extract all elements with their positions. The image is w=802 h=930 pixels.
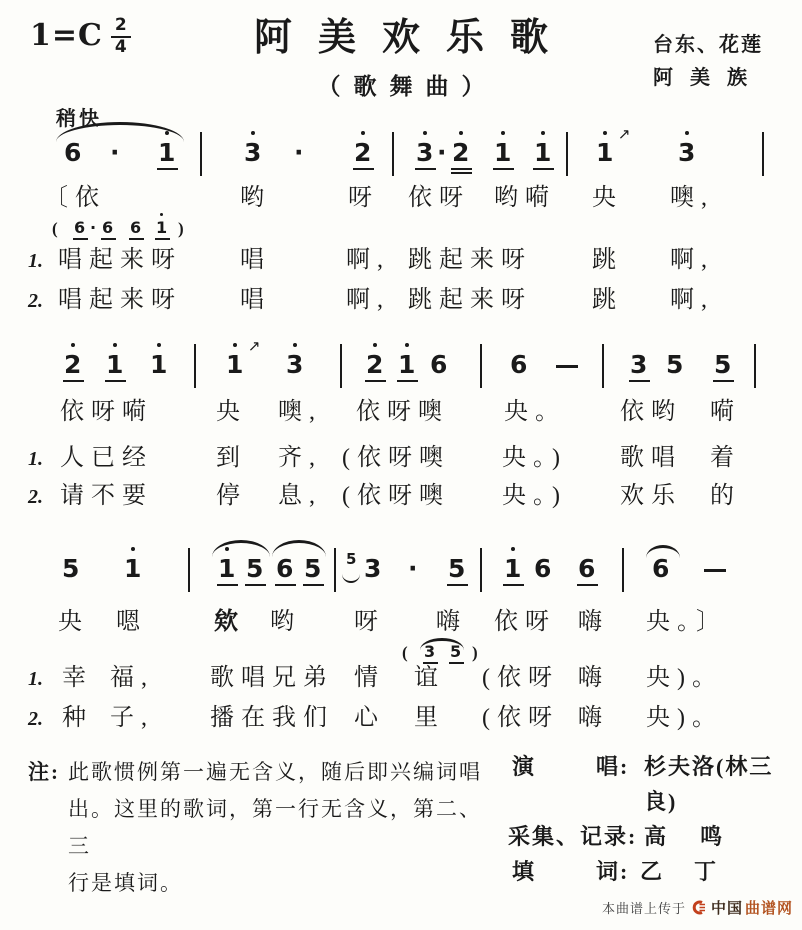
note: 5 (304, 556, 321, 581)
barline (622, 548, 624, 592)
lyric-syllable: 福, (110, 665, 154, 691)
verse-number: 2. (28, 708, 43, 730)
lyric-syllable: 乙 (640, 859, 665, 884)
footnote-line: 此歌惯例第一遍无含义，随后即兴编词唱 (68, 760, 482, 784)
grace-note: 5 (346, 550, 357, 568)
lyric-syllable: 唱起来呀 (58, 247, 182, 273)
lyric-syllable: 谊 (414, 665, 445, 691)
note: · (408, 554, 418, 583)
note: 1 ↗ (596, 125, 631, 167)
note: 2 (354, 140, 371, 165)
verse-number: 1. (28, 668, 43, 690)
lyric-syllable: 子, (110, 705, 154, 731)
barline (188, 548, 190, 592)
song-title: 阿美欢乐歌 (253, 17, 574, 59)
barline (200, 132, 202, 176)
note: 1 (534, 140, 551, 165)
verse-number: 1. (28, 448, 43, 470)
final-barline (748, 548, 757, 592)
note: 1 (124, 556, 141, 581)
lyric-syllable: 嗨 (578, 665, 609, 691)
lyric-syllable: 里 (414, 705, 445, 731)
lyric-syllable: 种 (62, 705, 93, 731)
time-signature-numerator: 2 (114, 15, 127, 35)
lyric-syllable: 嗨 (578, 609, 609, 635)
lyric-syllable: 欸 (214, 609, 245, 635)
lyric-syllable: 着 (710, 445, 741, 471)
origin-ethnic-group: 阿美族 (653, 67, 764, 89)
lyric-syllable: (依呀 (482, 665, 559, 691)
time-signature-denominator: 4 (111, 36, 131, 58)
lyric-syllable: 丁 (694, 859, 719, 884)
lyric-syllable: 央 (216, 399, 247, 425)
lyric-syllable: (依呀 (482, 705, 559, 731)
note: 6 (534, 554, 552, 583)
note: 6 (652, 554, 670, 583)
lyric-syllable: 欢乐 (620, 483, 682, 509)
barline (754, 344, 756, 388)
tempo-marking: 稍快 (56, 108, 102, 130)
lyric-syllable: 播在我们 (210, 705, 334, 731)
lyric-syllable: 词: (596, 859, 630, 884)
lyric-syllable: ( (402, 643, 408, 662)
note: 1 (150, 352, 167, 377)
barline (334, 548, 336, 592)
note: · (110, 138, 120, 167)
barline (762, 132, 764, 176)
note-extension-dash (704, 569, 726, 572)
note: 2 (452, 140, 469, 165)
lyric-syllable: 演 (512, 754, 537, 779)
note: 6 (510, 350, 528, 379)
footnote-line: 行是填词。 (68, 871, 183, 895)
verse-number: 2. (28, 290, 43, 312)
slur (342, 574, 360, 583)
lyric-syllable: 良) (644, 789, 678, 814)
lyric-syllable: 歌唱兄弟 (210, 665, 334, 691)
lyric-syllable: 填 (512, 859, 537, 884)
note: · (294, 138, 304, 167)
lyric-syllable: 嗨 (578, 705, 609, 731)
lyric-syllable: 到 (216, 445, 247, 471)
lyric-syllable: 鸣 (700, 824, 725, 849)
lyric-syllable: (依呀噢 (342, 445, 450, 471)
lyric-syllable: 嗬 (710, 399, 741, 425)
footnote (28, 754, 498, 902)
lyric-syllable: 央。 (504, 399, 566, 425)
note: 6 (276, 556, 293, 581)
note: 1 (158, 140, 175, 165)
barline (340, 344, 342, 388)
lyric-syllable: 唱起来呀 (58, 287, 182, 313)
lyric-syllable: 跳 (592, 287, 623, 313)
lyric-syllable: 歌唱 (620, 445, 682, 471)
note: 1 (106, 352, 123, 377)
verse-number: 1. (28, 250, 43, 272)
footnote-text (68, 754, 498, 902)
lyric-syllable: ( (52, 219, 58, 238)
note: 6 (430, 350, 448, 379)
note: 1 (156, 220, 167, 236)
lyric-syllable: ) (178, 219, 184, 238)
note: · (90, 218, 97, 237)
lyric-syllable: 心 (354, 705, 385, 731)
note: 3 (286, 352, 303, 377)
note: 2 (64, 352, 81, 377)
note: 6 (74, 220, 85, 236)
note: 5 (666, 350, 684, 379)
origin-region: 台东、花莲 (653, 34, 763, 56)
lyric-syllable: 高 (644, 824, 669, 849)
lyric-syllable: 央)。 (646, 665, 723, 691)
lyric-syllable: 唱: (596, 754, 630, 779)
note: 1 (494, 140, 511, 165)
lyric-syllable: 幸 (62, 665, 93, 691)
lyric-syllable: 啊, (346, 287, 390, 313)
lyric-syllable: 唱 (240, 287, 271, 313)
lyric-syllable: (依呀噢 (342, 483, 450, 509)
note: 3 (424, 644, 435, 660)
lyric-syllable: 嗯 (116, 609, 147, 635)
note: 5 (246, 556, 263, 581)
footnote-line: 出。这里的歌词，第一行无含义，第二、三 (68, 797, 482, 858)
note: 6 (130, 220, 141, 236)
barline (480, 344, 482, 388)
lyric-syllable: 依哟 (620, 399, 682, 425)
lyric-syllable: 啊, (346, 247, 390, 273)
note: 3 (244, 140, 261, 165)
note-extension-dash (556, 365, 578, 368)
lyric-syllable: 嗨 (436, 609, 467, 635)
lyric-syllable: 跳 (592, 247, 623, 273)
barline (194, 344, 196, 388)
barline (392, 132, 394, 176)
note: 5 (448, 556, 465, 581)
note: 1 (504, 556, 521, 581)
barline (602, 344, 604, 388)
lyric-syllable: 〔依 (44, 185, 106, 211)
note: 1 ↗ (226, 337, 261, 379)
lyric-syllable: 依呀嗬 (60, 399, 153, 425)
lyric-syllable: 情 (354, 665, 385, 691)
lyric-syllable: 依呀 (494, 609, 556, 635)
lyric-syllable: 央。) (502, 445, 567, 471)
lyric-syllable: ) (472, 643, 478, 662)
lyric-syllable: 采集、记录: (508, 824, 638, 849)
verse-number: 2. (28, 486, 43, 508)
note: 6 (64, 138, 82, 167)
note: 3 (416, 140, 433, 165)
lyric-syllable: 噢, (670, 185, 714, 211)
lyric-syllable: 央 (58, 609, 89, 635)
watermark-brand-cn: 中国 (711, 901, 744, 917)
note: 3 (630, 352, 647, 377)
song-subtitle: （歌舞曲） (317, 74, 498, 99)
lyric-syllable: 啊, (670, 247, 714, 273)
note: 6 (578, 556, 595, 581)
lyric-syllable: 人已经 (60, 445, 153, 471)
lyric-syllable: 齐, (278, 445, 322, 471)
lyric-syllable: 央)。 (646, 705, 723, 731)
lyric-syllable: 请不要 (60, 483, 153, 509)
lyric-syllable: 哟嗬 (494, 185, 556, 211)
lyric-syllable: 杉夫洛(林三 (644, 754, 774, 779)
barline (480, 548, 482, 592)
lyric-syllable: 跳起来呀 (408, 247, 532, 273)
cnscore-logo-icon (690, 899, 707, 916)
lyric-syllable: 呀 (354, 609, 385, 635)
lyric-syllable: 央 (592, 185, 623, 211)
lyric-syllable: 央。〕 (646, 609, 727, 635)
lyric-syllable: 央。) (502, 483, 567, 509)
note: 5 (714, 352, 731, 377)
lyric-syllable: 息, (278, 483, 322, 509)
lyric-syllable: 依呀 (408, 185, 470, 211)
lyric-syllable: 的 (710, 483, 741, 509)
lyric-syllable: 哟 (240, 185, 271, 211)
note: 5 (62, 554, 80, 583)
footnote-label: 注: (28, 760, 60, 784)
lyric-syllable: 停 (216, 483, 247, 509)
lyric-syllable: 依呀噢 (356, 399, 449, 425)
lyric-syllable: 啊, (670, 287, 714, 313)
lyric-syllable: 哟 (270, 609, 301, 635)
note: 3 (678, 140, 695, 165)
watermark-brand-site: 曲谱网 (745, 901, 794, 917)
barline (566, 132, 568, 176)
note: 1 (398, 352, 415, 377)
lyric-syllable: 跳起来呀 (408, 287, 532, 313)
lyric-syllable: 唱 (240, 247, 271, 273)
key-text: 1=C (30, 18, 103, 53)
lyric-syllable: 呀 (348, 185, 379, 211)
lyric-syllable: 噢, (278, 399, 322, 425)
note: 1 (218, 556, 235, 581)
watermark-text: 本曲谱上传于 (602, 901, 687, 916)
note: 2 (366, 352, 383, 377)
note: 5 (450, 644, 461, 660)
note: 3 (364, 554, 382, 583)
note: 6 (102, 220, 113, 236)
watermark (602, 897, 793, 918)
note: · (437, 138, 447, 167)
